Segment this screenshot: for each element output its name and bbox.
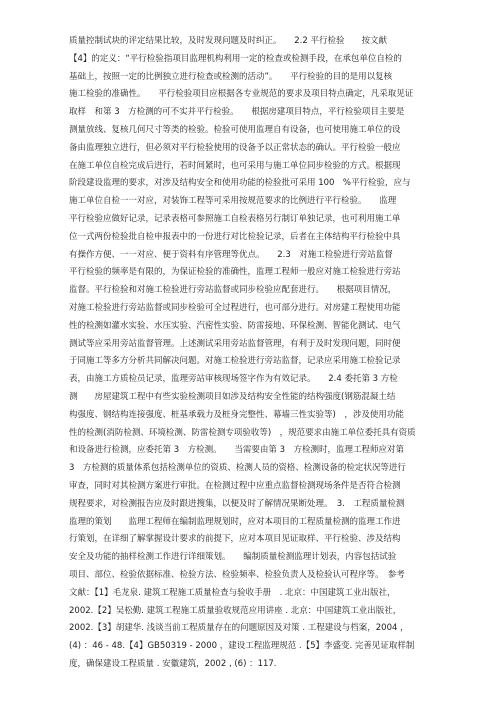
- text-line: 位一式两份检验批自检申报表中的一份进行对比检验记录，后者在主体结构平行检验中具: [69, 231, 401, 242]
- text-line: 3 方检测的质量体系包括检测单位的资质、检测人员的资格、检测设备的检定状况等进行: [69, 463, 406, 474]
- text-line: 性的检测(消防检测、环境检测、防雷检测专项验收等) ，规范要求由施工单位委托具有资质: [69, 427, 416, 438]
- text-line: 有操作方便、一一对应、便于资料有序管理等优点。 2.3 对施工检验进行旁站监督: [69, 249, 393, 260]
- text-line: 2002.【2】吴松勤. 建筑工程施工质量验收规范应用讲座 . 北京：中国建筑工业出版社，: [69, 605, 402, 616]
- text-line: 度，确保建设工程质量 . 安徽建筑，2002 , (6) ：117.: [69, 658, 277, 669]
- text-line: 监理的策划 监理工程师在编制监理规划时，应对本项目的工程质量检测的监理工作进: [69, 516, 401, 527]
- text-line: 平行检验应做好记录，记录表格可参照施工自检表格另行制订单独记录，也可利用施工单: [69, 213, 401, 224]
- text-line: 规程要求，对检测报告应及时跟进搜集，以便及时了解情况果断处理。 3. 工程质量检测: [69, 498, 405, 509]
- text-line: 质量控制试块的评定结果比较，及时发现问题及时纠正。 2.2 平行检验 按文献: [69, 36, 387, 46]
- document-body: [69, 33, 442, 674]
- text-line: 文献：【1】毛龙泉. 建筑工程施工质量检查与验收手册 . 北京：中国建筑工业出版社，: [69, 587, 396, 598]
- text-line: 审查，同时对其检测方案进行审批。在检测过程中应重点监督检测现场条件是否符合检测: [69, 480, 401, 491]
- text-line: 备由监理独立进行，但必须对平行检验使用的设备予以正常状态的确认。平行检验一般应: [69, 142, 401, 153]
- text-line: 行策划，在详细了解掌握设计要求的前提下，应对本项目见证取样、平行检验、涉及结构: [69, 534, 401, 545]
- text-line: 在施工单位自检完成后进行，若时间紧时，也可采用与施工单位同步检验的方式。根据现: [69, 160, 401, 171]
- text-line: 测试等应采用旁站监督管理。上述测试采用旁站监督管理，有利于及时发现问题，同时便: [69, 338, 401, 349]
- text-line: 项目、部位、检验依据标准、检验方法、检验频率、检验负责人及检验认可程序等。 参考: [69, 569, 405, 580]
- text-line: 【4】的定义：“平行检验指项目监理机构利用一定的检查或检测手段，在承包单位自检的: [69, 53, 402, 64]
- text-line: 取样 和第 3 方检测的可不实并平行检验。 根据房建项目特点，平行检验项目主要是: [69, 107, 405, 118]
- text-line: 2002.【3】胡建华. 浅谈当前工程质量存在的问题原因及对策 . 工程建设与档案，2004 ，: [69, 623, 409, 634]
- text-line: 和设备进行检测，应委托第 3 方检测。 当需要由第 3 方检测时，监理工程师应对第: [69, 445, 404, 456]
- text-line: 阶段建设监理的要求，对涉及结构安全和使用功能的检验批可采用 100 %平行检验，应与: [69, 178, 411, 189]
- text-line: 构强度、钢结构连接强度、桩基承载力及桩身完整性、幕墙三性实验等) ，涉及使用功能: [69, 409, 404, 420]
- text-line: 于同施工等多方分析共同解决问题。对施工检验进行旁站监督，记录应采用施工检验记录: [69, 356, 401, 367]
- text-line: 性的检测如灌水实验、水压实验、汽密性实验、防雷接地、环保检测、智能化测试、电气: [69, 320, 401, 331]
- text-line: 施工检验的准确性。 平行检验项目应根据各专业规范的要求及项目特点确定，凡采取见证: [69, 89, 414, 100]
- text-line: 测量放线、复核几何尺寸等类的检验。检验可使用监理自有设备，也可使用施工单位的设: [69, 124, 401, 135]
- text-line: 施工单位自检一一对应，对装饰工程等可采用按规范要求的比例进行平行检验。 监理: [69, 196, 397, 207]
- text-line: (4) ：46 - 48.【4】GB50319 - 2000 ，建设工程监理规范 .【5】李盛变. 完善见证取样制: [69, 641, 415, 652]
- text-line: 对施工检验进行旁站监督或同步检验可全过程进行，也可部分进行。对房建工程使用功能: [69, 302, 401, 313]
- text-line: 监督。平行检验和对施工检验进行旁站监督或同步检验应配套进行。 根据项目情况，: [69, 285, 397, 296]
- text-line: 基础上，按照一定的比例独立进行检查或检测的活动”。 平行检验的目的是用以复核: [69, 71, 393, 82]
- text-line: 测 房屋建筑工程中有些实验检测项目如涉及结构安全性能的结构强度(钢筋混凝土结: [69, 391, 396, 402]
- text-line: 表，由施工方质检员记录，监理旁站审核现场签字作为有效记录。 2.4 委托第 3 方检: [69, 374, 398, 385]
- text-line: 安全及功能的抽样检测工作进行详细策划。 编制质量检测监理计划表，内容包括试验: [69, 552, 397, 563]
- text-line: 平行检验的频率是有限的，为保证检验的准确性，监理工程师一般应对施工检验进行旁站: [69, 267, 401, 278]
